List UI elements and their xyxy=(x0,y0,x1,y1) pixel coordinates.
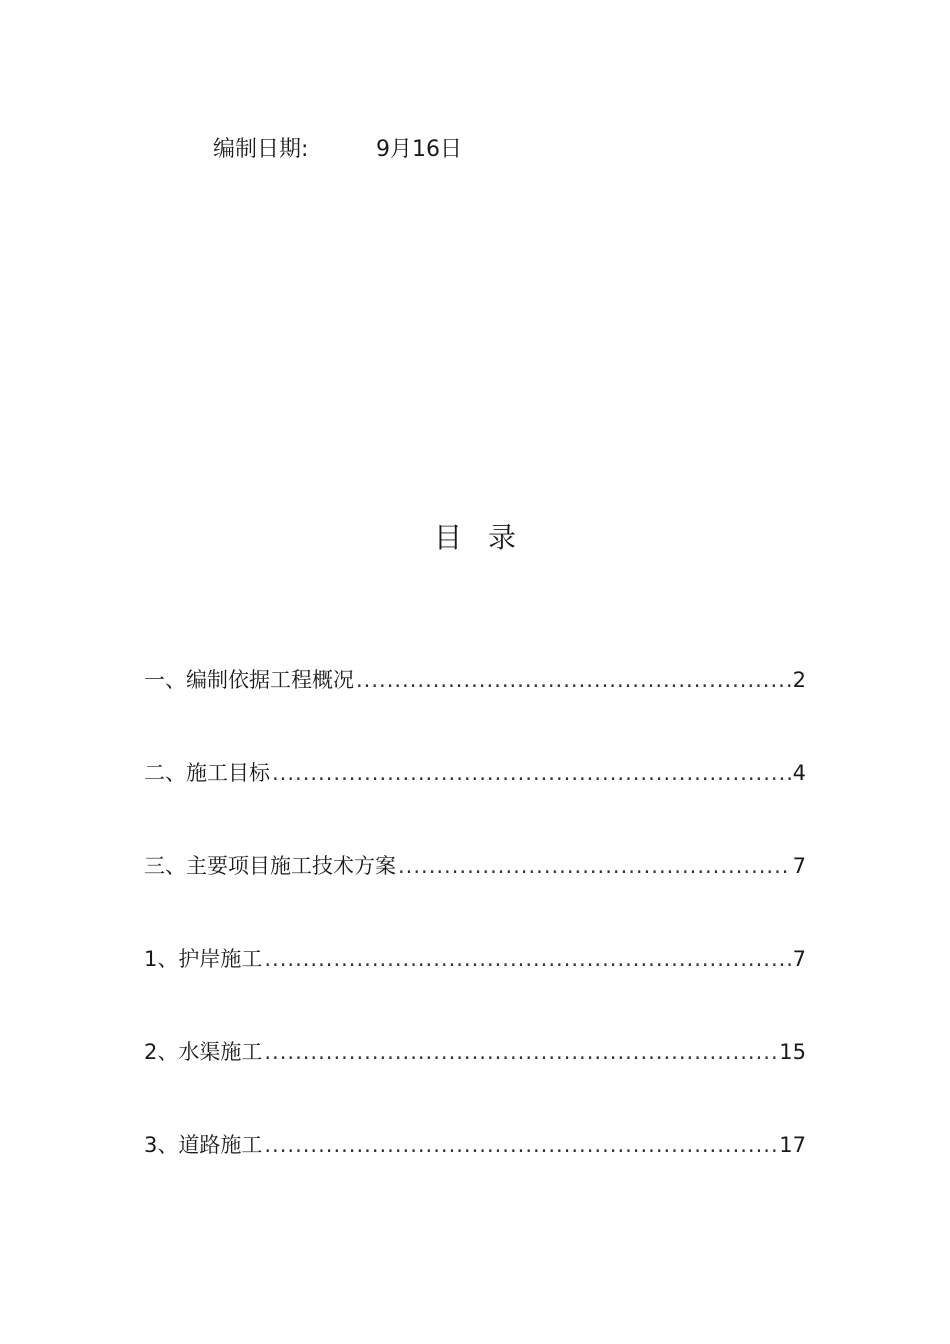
compile-date-value: 9月16日 xyxy=(376,137,462,162)
toc-entry-text: 一、编制依据工程概况 xyxy=(144,668,354,692)
toc-entry[interactable] xyxy=(144,941,806,1034)
toc-page-number: 2 xyxy=(792,668,806,692)
toc-page-number: 4 xyxy=(792,761,806,785)
toc-entry[interactable] xyxy=(144,848,806,941)
toc-title: 目录 xyxy=(433,521,542,554)
toc-entry-text: 3、道路施工 xyxy=(144,1133,263,1157)
toc-page-number: 15 xyxy=(779,1040,806,1064)
toc-dot-leader xyxy=(264,1034,777,1070)
toc-page-number: 7 xyxy=(792,854,806,878)
toc-entry-text: 2、水渠施工 xyxy=(144,1040,263,1064)
toc-entry-text: 1、护岸施工 xyxy=(144,947,263,971)
compile-date-label: 编制日期: xyxy=(213,137,309,162)
toc-page-number: 7 xyxy=(792,947,806,971)
toc-dot-leader xyxy=(264,941,790,977)
toc-entry[interactable] xyxy=(144,1034,806,1127)
table-of-contents xyxy=(144,662,806,1220)
toc-entry-text: 二、施工目标 xyxy=(144,761,270,785)
toc-dot-leader xyxy=(398,848,791,884)
toc-dot-leader xyxy=(272,755,791,791)
toc-dot-leader xyxy=(264,1127,777,1163)
toc-entry-text: 三、主要项目施工技术方案 xyxy=(144,854,396,878)
compile-date-line xyxy=(213,134,462,166)
toc-page-number: 17 xyxy=(779,1133,806,1157)
toc-entry[interactable] xyxy=(144,1127,806,1220)
toc-dot-leader xyxy=(356,662,791,698)
toc-entry[interactable] xyxy=(144,662,806,755)
toc-entry[interactable] xyxy=(144,755,806,848)
